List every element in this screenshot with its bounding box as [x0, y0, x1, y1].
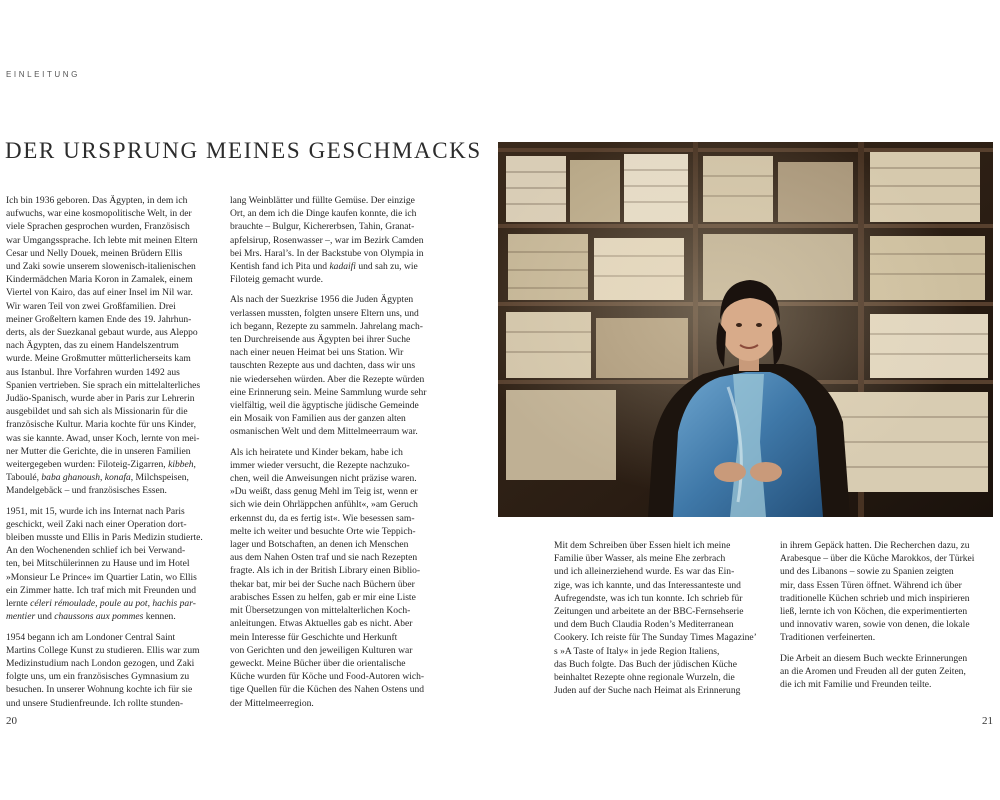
text-line: Zeitungen und arbeitete an der BBC-Fernsehserie	[554, 606, 744, 618]
text-line: chen, weil die Anweisungen nicht präzise waren.	[230, 473, 417, 485]
italic-term: konafa	[104, 472, 131, 484]
text-line: mir, dass Essen Türen öffnet. Während ich über	[780, 579, 962, 591]
paragraph	[554, 539, 762, 697]
italic-term: kadaifi	[329, 261, 356, 273]
text-line: folgte uns, um ein französisches Gymnasium zu	[6, 671, 190, 683]
text-line: Als nach der Suezkrise 1956 die Juden Ägypten	[230, 294, 414, 306]
paragraph	[6, 194, 220, 498]
text-line: ein Zimmer hatte. Ich traf mich mit Freunden und	[6, 584, 197, 596]
paragraph	[780, 539, 992, 645]
text-line: tige Quellen für die Küchen des Nahen Ostens und	[230, 684, 425, 696]
page-number-right: 21	[982, 715, 993, 727]
text-column-3	[554, 539, 762, 704]
text-line: Aufregendste, was ich tun konnte. Ich schrieb für	[554, 592, 743, 604]
text-line: Viertel von Kairo, das auf einer Insel im Nil war.	[6, 287, 193, 299]
text-line: traditionelle Küchen schrieb und mich inspirieren	[780, 592, 970, 604]
text-line: geschickt, weil Zaki nach einer Operation dort-	[6, 518, 187, 530]
text-line: »Du weißt, dass genug Mehl im Teig ist, wenn er	[230, 486, 418, 498]
text-line: ten Durchreisende aus Ägypten bei ihrer Suche	[230, 334, 411, 346]
text-run: und sah zu, wie	[355, 261, 418, 273]
text-line: mein Interesse für Geschichte und Herkunft	[230, 631, 398, 643]
text-line: aus Istanbul. Ihre Vorfahren wurden 1492 aus	[6, 366, 180, 378]
text-line: 1954 begann ich am Londoner Central Saint	[6, 631, 176, 643]
text-column-1	[6, 194, 220, 717]
text-line: Mandelgebäck – und französisches Essen.	[6, 485, 167, 497]
text-line: nie wiedersehen würden. Aber die Rezepte würden	[230, 373, 425, 385]
text-line: der Mittelmeerregion.	[230, 697, 314, 709]
paragraph	[230, 446, 444, 710]
text-line: ten, bei Mitschülerinnen zu Hause und im Hotel	[6, 558, 190, 570]
text-line: und dem Buch Claudia Roden’s Mediterranean	[554, 619, 734, 631]
italic-term: chaussons aux pommes	[54, 611, 144, 623]
text-line: und Zaki sowie unserem slowenisch-italienischen	[6, 261, 196, 273]
text-line: lager und Botschaften, an denen ich Menschen	[230, 539, 409, 551]
text-line: thekar bat, mir bei der Suche nach Büchern über	[230, 578, 415, 590]
chapter-title: DER URSPRUNG MEINES GESCHMACKS	[5, 138, 482, 163]
text-line: bei Mrs. Haral’s. In der Backstube von Olympia in	[230, 247, 424, 259]
text-line: nach einer neuen Heimat bei uns Station. Wir	[230, 347, 404, 359]
text-line: Wir waren Teil von zwei Großfamilien. Drei	[6, 300, 176, 312]
text-line: osmanischen Welt und dem Mittelmeerraum war.	[230, 426, 418, 438]
text-line: ausgebildet und sah sich als Missionarin für die	[6, 406, 188, 418]
text-line: beinhaltet Rezepte ohne regionale Wurzeln, die	[554, 672, 735, 684]
text-line: sich wie dein Ohrläppchen anfühlt«, »am Geruch	[230, 499, 418, 511]
text-line: s »A Taste of Italy« in jede Region Italiens,	[554, 645, 720, 657]
text-line: nach Ägypten, das zu einem Handelszentrum	[6, 340, 179, 352]
text-line: ner Mutter die Gerichte, die in unseren Familien	[6, 445, 191, 457]
italic-term: mentier	[6, 611, 36, 623]
text-line: aus dem Nahen Osten traf und sie nach Rezepten	[230, 552, 418, 564]
text-line: Medizinstudium nach London gezogen, und Zaki	[6, 657, 195, 669]
text-line: Familie über Wasser, als meine Ehe zerbrach	[554, 553, 726, 565]
paragraph	[6, 505, 220, 624]
text-line: und unsere Studienfreunde. Ich rollte stunden-	[6, 697, 184, 709]
text-column-2	[230, 194, 444, 717]
text-line: Arabesque – über die Küche Marokkos, der Türkei	[780, 553, 975, 565]
text-run: weitergegeben wurden: Filoteig-Zigarren,	[6, 459, 169, 471]
text-line: Juden auf der Suche nach Heimat als Erinnerung	[554, 685, 741, 697]
text-line: »Monsieur Le Prince« im Quartier Latin, wo Ellis	[6, 571, 197, 583]
text-line: An den Wochenenden schlief ich bei Verwand-	[6, 545, 186, 557]
text-line: Kindermädchen Maria Koron in Zamalek, einem	[6, 274, 193, 286]
text-run: kennen.	[143, 611, 176, 623]
text-line	[6, 597, 220, 610]
text-run: Taboulé,	[6, 472, 42, 484]
text-line: arabisches Essen zu helfen, gab er mir eine Liste	[230, 591, 416, 603]
text-line: und innovativ waren, sowie von denen, die lokale	[780, 619, 970, 631]
text-run: , Milchspeisen,	[130, 472, 189, 484]
text-line: Als ich heiratete und Kinder bekam, habe ich	[230, 446, 403, 458]
text-line: apfelsirup, Rosenwasser –, war im Bezirk Camden	[230, 234, 424, 246]
text-line: zige, was ich kannte, und das Interessanteste und	[554, 579, 741, 591]
text-line: immer wieder versucht, die Rezepte nachzuko-	[230, 459, 410, 471]
paragraph	[230, 194, 444, 286]
text-line: ließ, lernte ich von Köchen, die experimentierten	[780, 606, 968, 618]
text-line: wurde. Meine Großmutter mütterlicherseits kam	[6, 353, 191, 365]
text-line: in ihrem Gepäck hatten. Die Recherchen dazu, zu	[780, 540, 970, 551]
text-line: lang Weinblätter und füllte Gemüse. Der einzige	[230, 195, 415, 206]
text-line: und des Libanons – sowie zu Spanien zeigten	[780, 566, 954, 578]
text-line: erkennst du, da es fertig ist«. Wie besessen sam-	[230, 512, 415, 524]
italic-term: kibbeh	[168, 459, 194, 471]
text-line: an die Aromen und Freuden all der guten Zeiten,	[780, 665, 966, 677]
text-line: vielfältig, weil die ägyptische jüdische Gemeinde	[230, 400, 419, 412]
text-line: brauchte – Bulgur, Kichererbsen, Tahin, Granat-	[230, 221, 415, 233]
text-line: Mit dem Schreiben über Essen hielt ich meine	[554, 540, 731, 551]
text-column-4	[780, 539, 992, 698]
text-line: Filoteig gemacht wurde.	[230, 274, 324, 286]
text-line: Spanien vertrieben. Sie sprach ein mittelalterliches	[6, 379, 201, 391]
text-line: von Gerichten und den jeweiligen Kulturen war	[230, 644, 413, 656]
text-line: anleitungen. Etwas Aktuelles gab es nicht. Aber	[230, 618, 413, 630]
text-run: lernte	[6, 598, 31, 610]
text-line: Ort, an dem ich die Dinge kaufen konnte, die ich	[230, 208, 417, 220]
text-line: geweckt. Meine Bücher über die orientalische	[230, 657, 406, 669]
text-run: Kentish fand ich Pita und	[230, 261, 330, 273]
text-line: bleiben musste und Ellis in Paris Medizin studierte.	[6, 532, 203, 544]
text-line: ich begann, Rezepte zu sammeln. Jahrelang mach-	[230, 320, 423, 332]
text-line: Traditionen verfeinerten.	[780, 632, 876, 644]
text-line	[230, 260, 444, 273]
text-line: was sie kannte. Awad, unser Koch, lernte von mei-	[6, 432, 200, 444]
text-line: besuchen. In unserer Wohnung kochte ich für sie	[6, 684, 193, 696]
text-line: derts, als der Suezkanal gebaut wurde, aus Aleppo	[6, 327, 198, 339]
section-label: EINLEITUNG	[6, 70, 81, 79]
text-line: Cesar und Nelly Douek, meinen Brüdern Ellis	[6, 247, 183, 259]
paragraph	[230, 293, 444, 438]
text-line: Judäo-Spanisch, wurde aber in Paris zur Lehrerin	[6, 393, 195, 405]
text-line: Cookery. Ich reiste für The Sunday Times Magazine’	[554, 632, 757, 644]
text-line: viele Sprachen gesprochen wurden, Französisch	[6, 221, 190, 233]
paragraph	[6, 631, 220, 710]
text-line: französische Kultur. Maria kochte für uns Kinder,	[6, 419, 196, 431]
text-line	[6, 610, 220, 623]
text-line: war Umgangssprache. Ich lebte mit meinen Eltern	[6, 234, 198, 246]
portrait-photo	[498, 142, 993, 517]
text-line: meiner Großeltern kamen Ende des 19. Jahrhun-	[6, 313, 192, 325]
text-line: Taboulé, baba ghanoush, konafa, Milchspeisen,	[6, 472, 189, 484]
text-line: weitergegeben wurden: Filoteig-Zigarren, kibbeh,	[6, 459, 196, 471]
page-number-left: 20	[6, 715, 17, 727]
text-line: mit Übersetzungen von mittelalterlichen Koch-	[230, 605, 411, 617]
italic-term: baba ghanoush	[41, 472, 101, 484]
text-line: tauschten Rezepte aus und dachten, dass wir uns	[230, 360, 416, 372]
text-line: verlassen mussten, folgten unsere Eltern uns, und	[230, 307, 419, 319]
text-line: Ich bin 1936 geboren. Das Ägypten, in dem ich	[6, 195, 188, 206]
portrait-photo-illustration	[498, 142, 993, 517]
text-line: das Buch folgte. Das Buch der jüdischen Küche	[554, 658, 737, 670]
text-line: aufwuchs, war eine kosmopolitische Welt, in der	[6, 208, 192, 220]
text-line: ein Mosaik von Familien aus der ganzen alten	[230, 413, 406, 425]
text-line: Küche wurden für Köche und Food-Autoren wich-	[230, 671, 425, 683]
text-line: eine Erinnerung sein. Meine Sammlung wurde sehr	[230, 386, 427, 398]
text-line: Martins College Kunst zu studieren. Ellis war zum	[6, 644, 200, 656]
text-line: melte ich weiter und besuchte Orte wie Teppich-	[230, 525, 416, 537]
text-run: und	[35, 611, 55, 623]
text-line: fragte. Als ich in der British Library einen Biblio-	[230, 565, 421, 577]
paragraph	[780, 652, 992, 692]
text-line: die ich mit Familie und Freunden teilte.	[780, 679, 932, 691]
text-line: Die Arbeit an diesem Buch weckte Erinnerungen	[780, 652, 968, 664]
italic-term: céleri rémoulade, poule au pot, hachis par-	[30, 598, 196, 610]
text-line: und ich alleinerziehend wurde. Es war das Ein-	[554, 566, 735, 578]
text-line: 1951, mit 15, wurde ich ins Internat nach Paris	[6, 505, 185, 517]
